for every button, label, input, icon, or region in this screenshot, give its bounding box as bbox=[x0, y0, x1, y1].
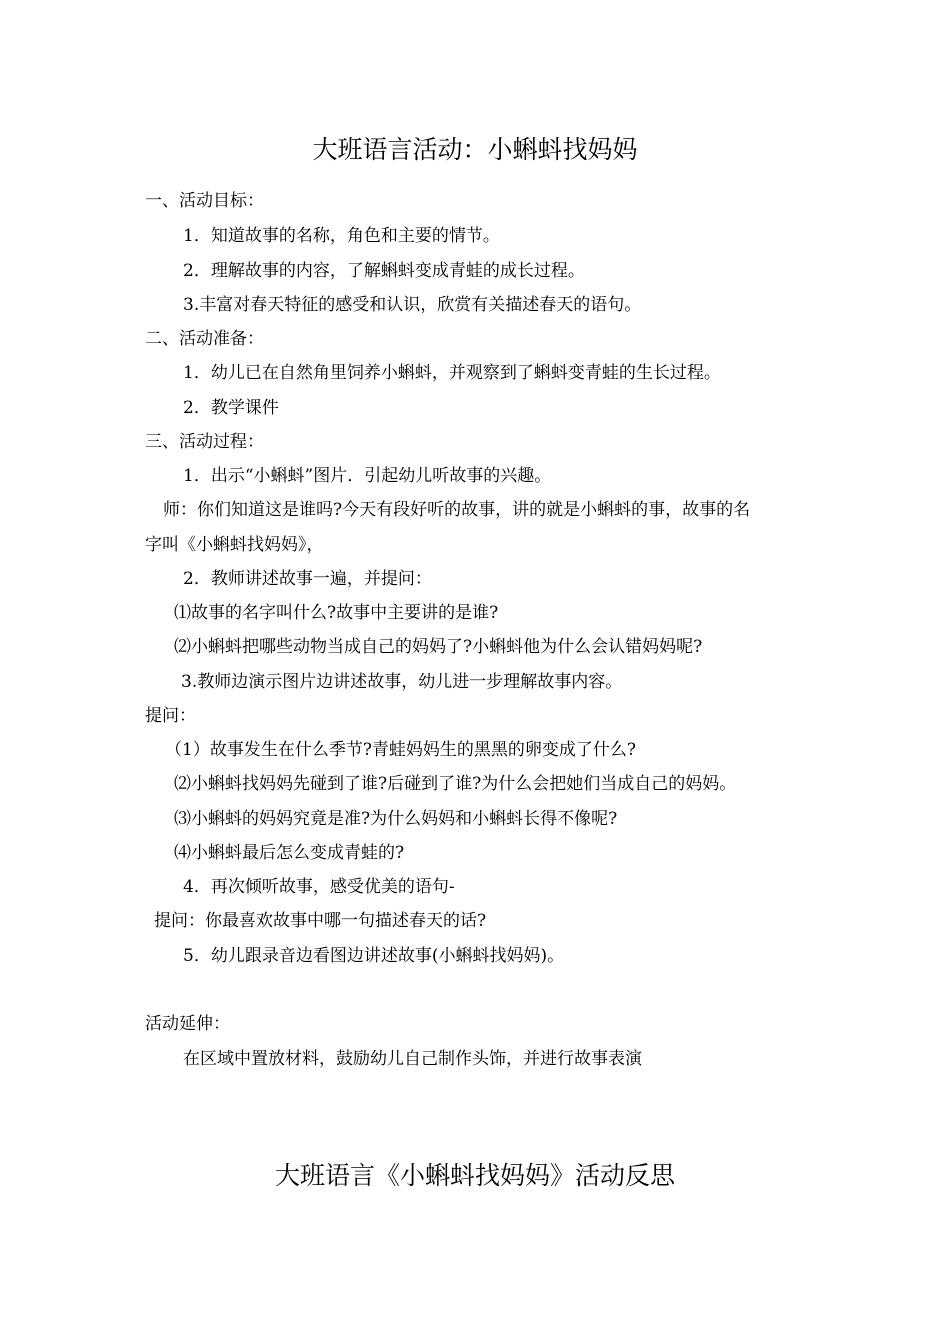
extension-heading: 活动延伸： bbox=[145, 1014, 230, 1034]
process-heading: 三、活动过程： bbox=[145, 432, 264, 452]
goal-item-2: 2．理解故事的内容，了解蝌蚪变成青蛙的成长过程。 bbox=[183, 261, 585, 281]
step3-question-2: ⑵小蝌蚪找妈妈先碰到了谁?后碰到了谁?为什么会把她们当成自己的妈妈。 bbox=[174, 774, 737, 794]
step3-question-1: （1）故事发生在什么季节?青蛙妈妈生的黑黑的卵变成了什么? bbox=[165, 740, 637, 760]
process-step-2: 2．教师讲述故事一遍，并提问： bbox=[183, 569, 432, 589]
teacher-line-2: 字叫《小蝌蚪找妈妈》， bbox=[145, 535, 324, 555]
process-step-4: 4．再次倾听故事，感受优美的语句- bbox=[183, 877, 455, 897]
goals-heading: 一、活动目标： bbox=[145, 191, 264, 211]
goal-item-3: 3.丰富对春天特征的感受和认识，欣赏有关描述春天的语句。 bbox=[183, 295, 642, 315]
extension-text: 在区域中置放材料，鼓励幼儿自己制作头饰，并进行故事表演 bbox=[183, 1049, 642, 1069]
preparation-heading: 二、活动准备： bbox=[145, 329, 264, 349]
goal-item-1: 1．知道故事的名称，角色和主要的情节。 bbox=[183, 226, 500, 246]
ask-label: 提问： bbox=[145, 706, 196, 726]
teacher-line-1: 师：你们知道这是谁吗?今天有段好听的故事，讲的就是小蝌蚪的事，故事的名 bbox=[163, 500, 751, 520]
process-step-1: 1．出示“小蝌蚪”图片．引起幼儿听故事的兴趣。 bbox=[183, 466, 552, 486]
document-title: 大班语言活动：小蝌蚪找妈妈 bbox=[312, 135, 638, 164]
step3-question-4: ⑷小蝌蚪最后怎么变成青蛙的? bbox=[174, 843, 405, 863]
step4-question: 提问：你最喜欢故事中哪一句描述春天的话? bbox=[154, 911, 487, 931]
step3-question-3: ⑶小蝌蚪的妈妈究竟是准?为什么妈妈和小蝌蚪长得不像呢? bbox=[174, 809, 618, 829]
process-step-3: 3.教师边演示图片边讲述故事，幼儿进一步理解故事内容。 bbox=[181, 672, 623, 692]
step2-question-2: ⑵小蝌蚪把哪些动物当成自己的妈妈了?小蝌蚪他为什么会认错妈妈呢? bbox=[174, 637, 703, 657]
process-step-5: 5．幼儿跟录音边看图边讲述故事(小蝌蚪找妈妈)。 bbox=[183, 946, 565, 966]
reflection-title: 大班语言《小蝌蚪找妈妈》活动反思 bbox=[274, 1161, 675, 1190]
preparation-item-2: 2．教学课件 bbox=[183, 398, 279, 418]
preparation-item-1: 1．幼儿已在自然角里饲养小蝌蚪，并观察到了蝌蚪变青蛙的生长过程。 bbox=[183, 363, 721, 383]
step2-question-1: ⑴故事的名字叫什么?故事中主要讲的是谁? bbox=[174, 603, 499, 623]
